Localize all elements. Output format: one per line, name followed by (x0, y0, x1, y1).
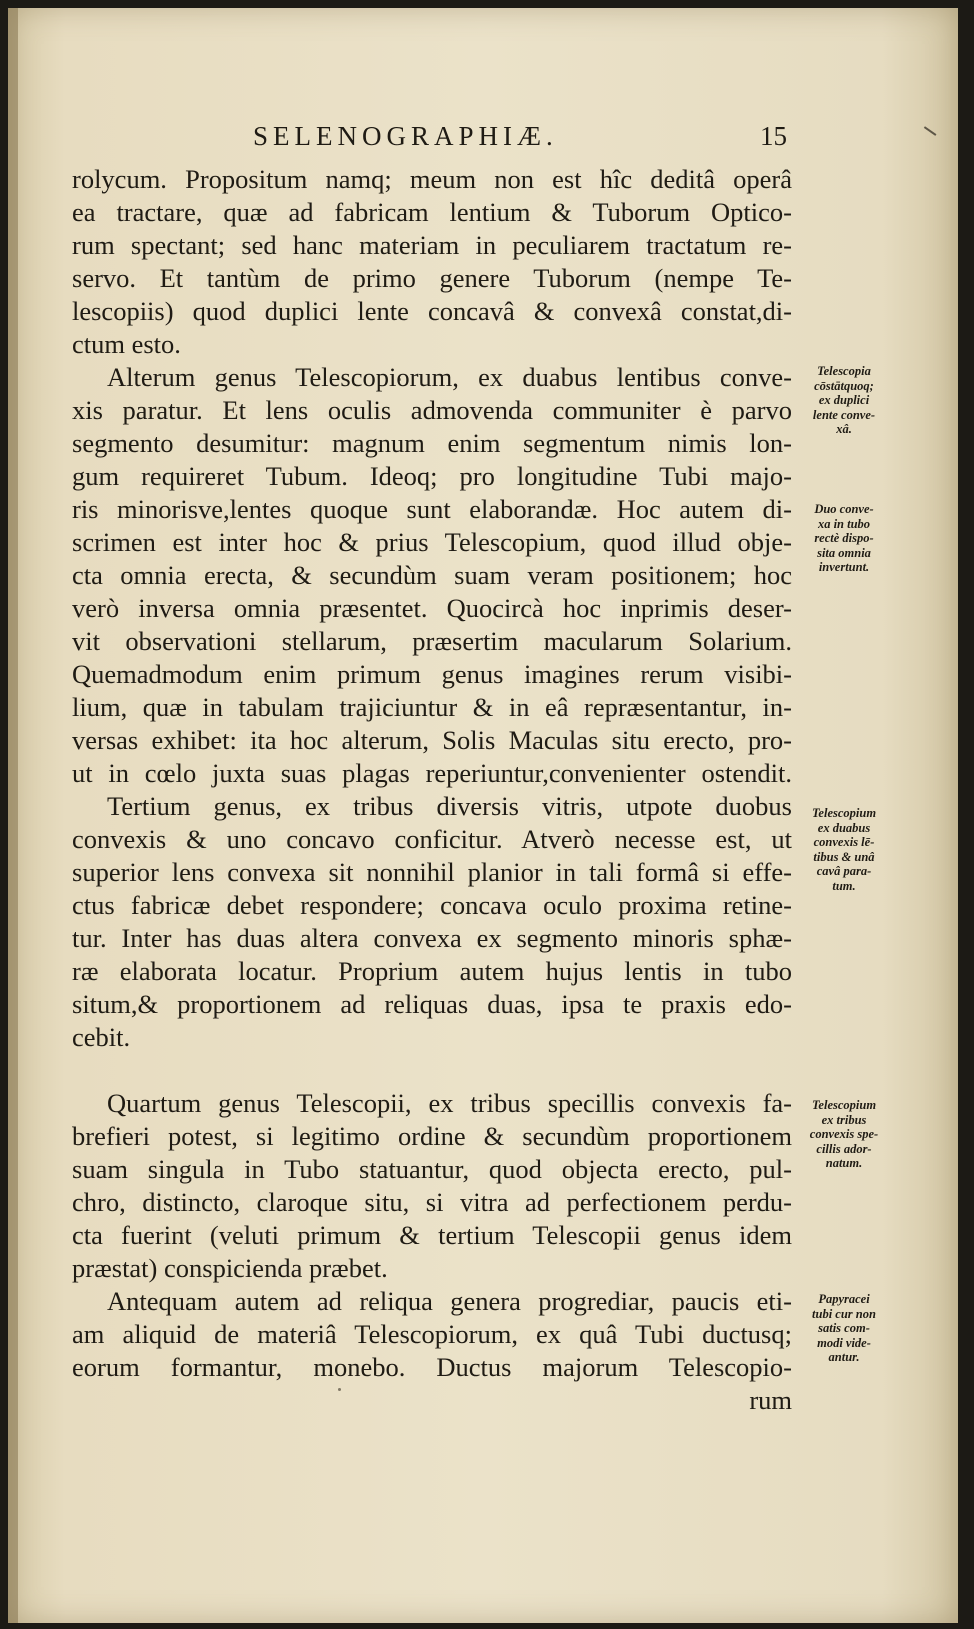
text-line: tur. Inter has duas altera convexa ex segmento minoris sphæ- (72, 923, 792, 953)
text-line: præstat) conspicienda præbet. (72, 1253, 388, 1283)
text-line: ctum esto. (72, 329, 181, 359)
text-line: ris minorisve,lentes quoque sunt elaborandæ. Hoc autem di- (72, 494, 792, 524)
marginal-line: tum. (832, 878, 856, 893)
marginal-note (798, 364, 890, 437)
text-line: convexis & uno concavo conficitur. Atverò necesse est, ut (72, 824, 792, 854)
catchword: rum (749, 1385, 792, 1415)
text-line: servo. Et tantùm de primo genere Tuborum (nempe Te- (72, 263, 792, 293)
marginal-line: cavâ para- (816, 864, 872, 878)
text-line: situm,& proportionem ad reliquas duas, ipsa te praxis edo- (72, 989, 792, 1019)
marginal-line: invertunt. (818, 560, 870, 574)
text-line: Quartum genus Telescopii, ex tribus specillis convexis fa- (107, 1088, 792, 1118)
marginal-line: Duo conve- (814, 502, 874, 516)
marginal-line: modi vide- (817, 1335, 871, 1350)
marginal-line: Papyracei (818, 1292, 870, 1306)
text-line: lescopiis) quod duplici lente concavâ & convexâ constat,di- (72, 296, 792, 326)
marginal-line: rectè dispo- (814, 531, 874, 545)
text-line: ea tractare, quæ ad fabricam lentium & Tuborum Optico- (72, 197, 792, 227)
text-line: ctus fabricæ debet respondere; concava oculo proxima retine- (72, 890, 792, 920)
marginal-line: cillis ador- (816, 1141, 872, 1156)
marginal-line: cōstātquoq; (814, 378, 874, 393)
marginal-note (798, 1098, 890, 1171)
text-line: am aliquid de materiâ Telescopiorum, ex quâ Tubi ductusq; (72, 1319, 792, 1349)
text-line: ut in cœlo juxta suas plagas reperiuntur,convenienter ostendit. (72, 758, 792, 788)
text-line: scrimen est inter hoc & prius Telescopium, quod illud obje- (72, 527, 792, 557)
marginal-line: antur. (828, 1350, 860, 1364)
marginal-line: ex tribus (821, 1112, 867, 1127)
book-page (8, 8, 958, 1623)
page-number: 15 (760, 121, 787, 151)
text-line: rolycum. Propositum namq; meum non est hîc deditâ operâ (72, 164, 792, 194)
marginal-line: tubi cur non (812, 1306, 876, 1321)
marginal-line: xa in tubo (817, 516, 871, 531)
text-line: superior lens convexa sit nonnihil planior in tali formâ si effe- (72, 857, 792, 887)
text-line: Antequam autem ad reliqua genera progrediar, paucis eti- (107, 1286, 792, 1316)
marginal-line: satis com- (818, 1321, 870, 1335)
marginal-line: convexis lē- (813, 835, 875, 849)
text-line: chro, distincto, claroque situ, si vitra ad perfectionem perdu- (72, 1187, 792, 1217)
text-line: eorum formantur, monebo. Ductus majorum Telescopio- (72, 1352, 792, 1382)
marginal-line: ex duplici (818, 393, 870, 407)
marginal-line: natum. (825, 1156, 863, 1170)
text-line: cta omnia erecta, & secundùm suam veram positionem; hoc (72, 560, 792, 590)
marginal-note (798, 502, 890, 575)
text-line: cebit. (72, 1022, 131, 1052)
text-line: cta fuerint (veluti primum & tertium Telescopii genus idem (72, 1220, 792, 1250)
marginal-line: convexis spe- (809, 1127, 879, 1141)
marginal-line: lente conve- (812, 407, 876, 422)
text-line: brefieri potest, si legitimo ordine & secundùm proportionem (72, 1121, 792, 1151)
marginal-line: xâ. (836, 422, 852, 436)
text-line: vit observationi stellarum, præsertim macularum Solarium. (72, 626, 792, 656)
text-line: lium, quæ in tabulam trajiciuntur & in eâ repræsentantur, in- (72, 692, 792, 722)
text-line: verò inversa omnia præsentet. Quocircà hoc inprimis deser- (72, 593, 792, 623)
marginal-line: Telescopia (817, 364, 871, 378)
marginal-line: Telescopium (811, 806, 877, 820)
text-line: suam singula in Tubo statuantur, quod objecta erecto, pul- (72, 1154, 792, 1184)
marginal-line: sita omnia (817, 545, 871, 560)
marginal-note (798, 806, 890, 893)
text-line: gum requireret Tubum. Ideoq; pro longitudine Tubi majo- (72, 461, 792, 491)
marginal-line: Telescopium (811, 1098, 877, 1112)
text-line: versas exhibet: ita hoc alterum, Solis Maculas situ erecto, pro- (72, 725, 792, 755)
running-head: SELENOGRAPHIÆ. (253, 121, 558, 151)
text-line: ræ elaborata locatur. Proprium autem hujus lentis in tubo (72, 956, 792, 986)
text-line: rum spectant; sed hanc materiam in peculiarem tractatum re- (72, 230, 792, 260)
marginal-line: ex duabus (817, 820, 871, 835)
text-line: xis paratur. Et lens oculis admovenda communiter è parvo (72, 395, 792, 425)
text-line: Tertium genus, ex tribus diversis vitris, utpote duobus (107, 791, 792, 821)
marginal-note (798, 1292, 890, 1365)
text-line: Alterum genus Telescopiorum, ex duabus lentibus conve- (107, 362, 792, 392)
marginal-line: tibus & unâ (813, 849, 875, 864)
text-line: Quemadmodum enim primum genus imagines rerum visibi- (72, 659, 792, 689)
text-line: segmento desumitur: magnum enim segmentum nimis lon- (72, 428, 792, 458)
